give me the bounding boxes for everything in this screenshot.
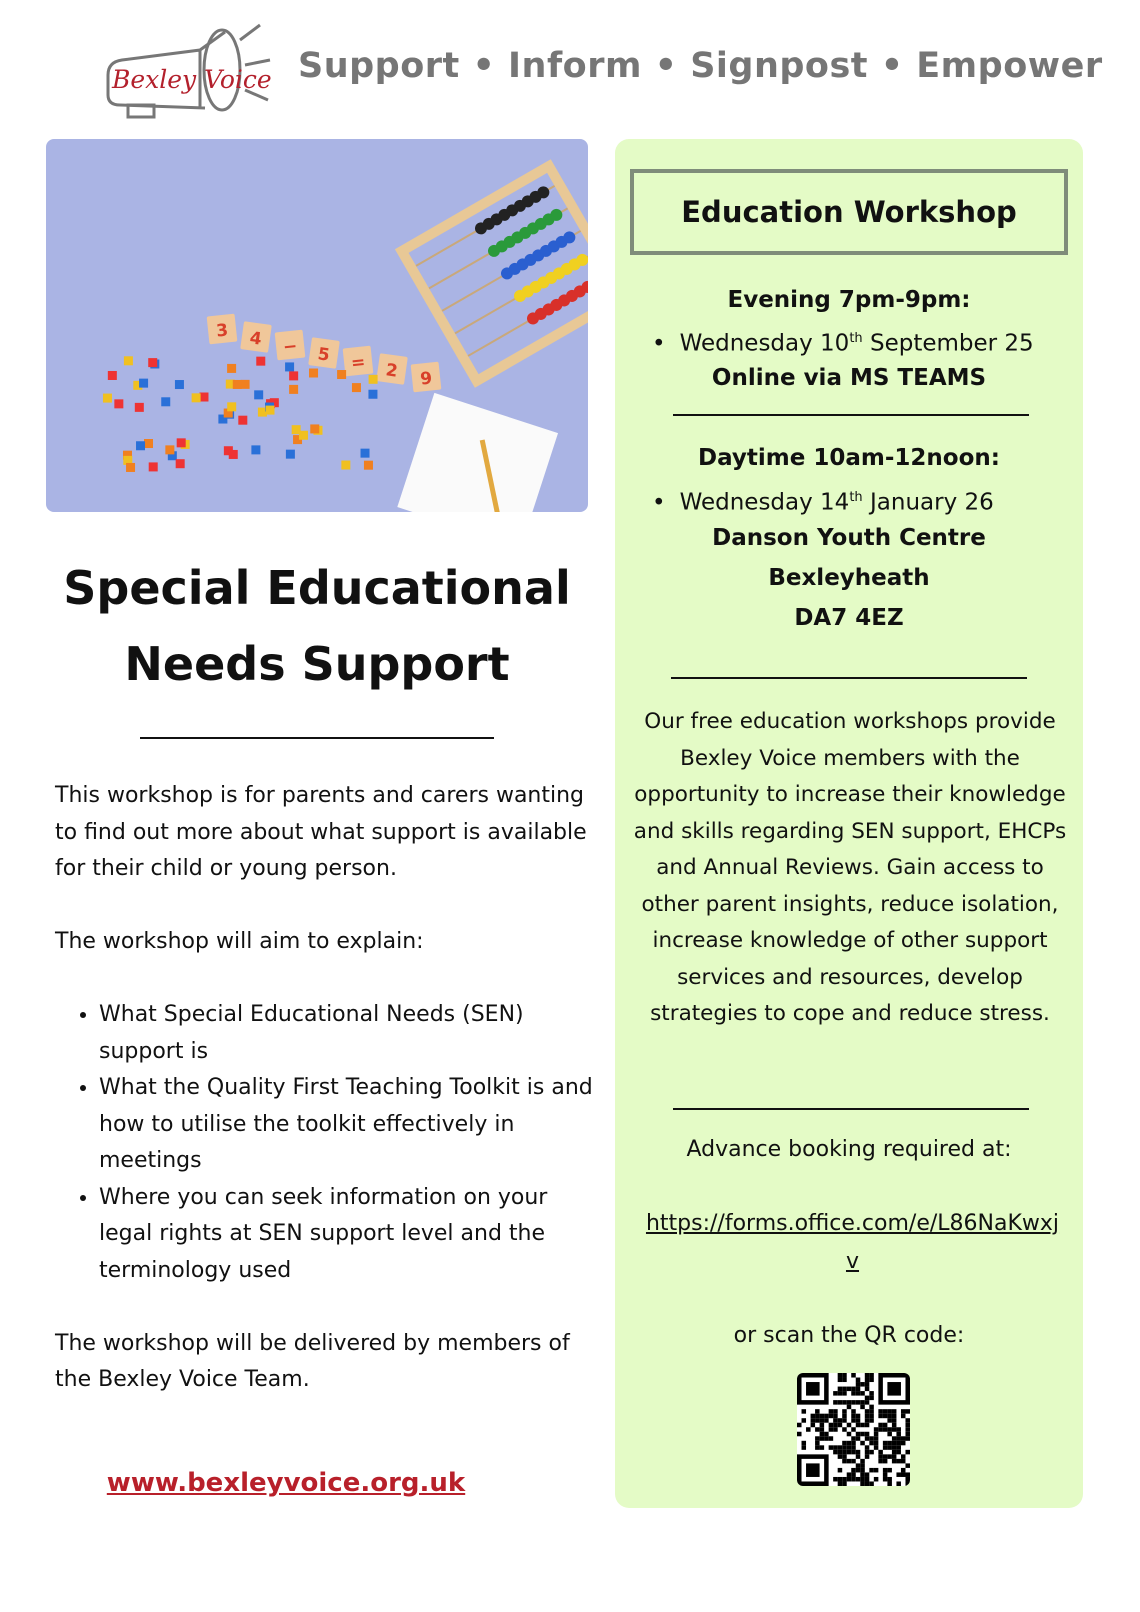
divider	[673, 1108, 1029, 1110]
delivered-text: The workshop will be delivered by members of the Bexley Voice Team.	[55, 1330, 570, 1392]
divider	[673, 414, 1029, 416]
counting-cube	[364, 461, 373, 470]
svg-text:5: 5	[316, 344, 331, 366]
counting-cube	[254, 390, 263, 399]
number-tile	[411, 362, 442, 393]
aim-text: The workshop will aim to explain:	[55, 929, 424, 954]
counting-cube	[337, 370, 346, 379]
counting-cube	[103, 394, 112, 403]
number-tile	[308, 337, 340, 369]
evening-date: • Wednesday 10th September 25	[652, 319, 1034, 364]
qr-code[interactable]	[797, 1373, 910, 1486]
tagline: Support • Inform • Signpost • Empower	[298, 46, 1103, 86]
counting-cube	[361, 449, 370, 458]
counting-cube	[241, 380, 250, 389]
page-title	[46, 550, 588, 702]
counting-cube	[114, 399, 123, 408]
bexley-voice-logo	[100, 20, 275, 120]
svg-text:4: 4	[248, 328, 263, 350]
svg-text:9: 9	[419, 368, 434, 390]
svg-text:=: =	[350, 352, 367, 374]
counting-cube	[310, 424, 319, 433]
booking-link[interactable]: https://forms.office.com/e/L86NaKwxjv	[645, 1211, 1060, 1274]
counting-cube	[126, 463, 135, 472]
title-line-1: Special Educational	[63, 561, 571, 615]
counting-cube	[227, 364, 236, 373]
counting-cube	[256, 357, 265, 366]
number-tile	[275, 330, 306, 361]
counting-cube	[229, 450, 238, 459]
svg-text:Bexley Voice: Bexley Voice	[112, 65, 272, 94]
counting-cube	[309, 369, 318, 378]
evening-location: Online via MS TEAMS	[711, 365, 987, 391]
counting-cube	[192, 393, 201, 402]
daytime-postcode: DA7 4EZ	[794, 605, 904, 631]
counting-cube	[177, 438, 186, 447]
counting-cube	[289, 385, 298, 394]
panel-heading: Education Workshop	[630, 169, 1068, 255]
workshop-description	[55, 778, 595, 1435]
counting-cube	[286, 450, 295, 459]
website-link[interactable]: www.bexleyvoice.org.uk	[106, 1468, 466, 1498]
number-tile	[376, 353, 408, 385]
evening-time: Evening 7pm-9pm:	[727, 287, 971, 313]
maths-blocks-photo	[46, 139, 588, 512]
booking-text: Advance booking required at:	[686, 1137, 1012, 1162]
counting-cube	[341, 461, 350, 470]
counting-cube	[251, 445, 260, 454]
counting-cube	[368, 390, 377, 399]
aim-list	[55, 997, 595, 1289]
counting-cube	[124, 356, 133, 365]
counting-cube	[175, 380, 184, 389]
number-tile	[240, 321, 272, 353]
counting-cube	[165, 445, 174, 454]
daytime-town: Bexleyheath	[768, 565, 930, 591]
counting-cube	[285, 362, 294, 371]
svg-text:2: 2	[384, 360, 399, 382]
daytime-date: • Wednesday 14th January 26	[652, 478, 994, 523]
counting-cube	[299, 431, 308, 440]
counting-cube	[352, 383, 361, 392]
counting-cube	[135, 403, 144, 412]
list-item: • What the Quality First Teaching Toolkit is and how to utilise the toolkit effectively in meetings	[99, 1070, 595, 1180]
svg-text:−: −	[282, 336, 299, 358]
counting-cube	[144, 439, 153, 448]
counting-cube	[227, 402, 236, 411]
daytime-time: Daytime 10am-12noon:	[698, 445, 1000, 471]
list-item: • Where you can seek information on your legal rights at SEN support level and the terminology used	[99, 1180, 595, 1290]
counting-cube	[233, 380, 242, 389]
counting-cube	[108, 371, 117, 380]
divider	[140, 737, 494, 739]
counting-cube	[176, 459, 185, 468]
svg-text:3: 3	[215, 320, 230, 342]
counting-cube	[139, 379, 148, 388]
panel-description: Our free education workshops provide Bexley Voice members with the opportunity to increase their knowledge and skills regarding SEN support, EHCPs and Annual Reviews. Gain access to other parent insights, reduce isolation, increase knowledge of other support services and resources, develop strategies to cope and reduce stress.	[633, 709, 1067, 1026]
counting-cube	[289, 371, 298, 380]
counting-cube	[238, 416, 247, 425]
list-item: • What Special Educational Needs (SEN) support is	[99, 997, 595, 1070]
counting-cube	[369, 375, 378, 384]
qr-text: or scan the QR code:	[733, 1323, 965, 1348]
counting-cube	[136, 441, 145, 450]
counting-cube	[265, 406, 274, 415]
divider	[671, 677, 1027, 679]
counting-cube	[161, 397, 170, 406]
number-tile	[343, 346, 374, 377]
title-line-2: Needs Support	[124, 637, 510, 691]
number-tile	[207, 314, 238, 345]
counting-cube	[149, 462, 158, 471]
daytime-venue: Danson Youth Centre	[712, 525, 986, 551]
counting-cube	[148, 358, 157, 367]
counting-cube	[199, 393, 208, 402]
intro-text: This workshop is for parents and carers wanting to find out more about what support is available for their child or young person.	[55, 783, 587, 881]
